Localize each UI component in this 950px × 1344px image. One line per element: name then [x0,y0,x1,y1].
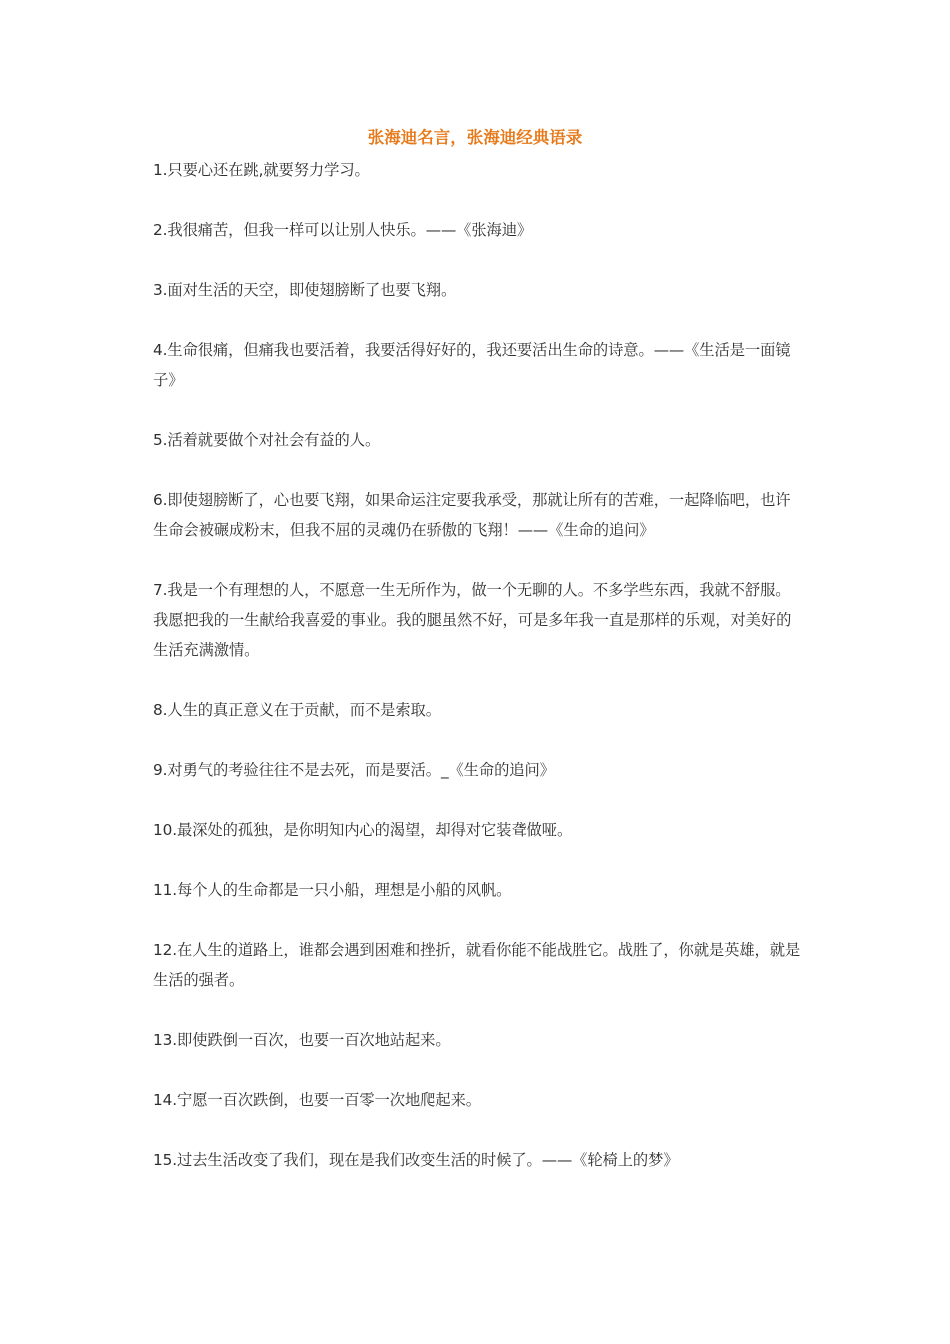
quote-item: 1.只要心还在跳,就要努力学习。 [153,161,370,179]
quote-item: 4.生命很痛，但痛我也要活着，我要活得好好的，我还要活出生命的诗意。——《生活是一面镜子》 [153,341,791,389]
quote-item: 3.面对生活的天空，即使翅膀断了也要飞翔。 [153,281,457,299]
quote-item: 15.过去生活改变了我们，现在是我们改变生活的时候了。——《轮椅上的梦》 [153,1151,679,1169]
quote-item: 5.活着就要做个对社会有益的人。 [153,431,381,449]
quote-item: 8.人生的真正意义在于贡献，而不是索取。 [153,701,441,719]
quote-item: 11.每个人的生命都是一只小船，理想是小船的风帆。 [153,881,512,899]
quote-list [153,155,801,1205]
quote-item: 10.最深处的孤独，是你明知内心的渴望，却得对它装聋做哑。 [153,821,573,839]
quote-item: 6.即使翅膀断了，心也要飞翔，如果命运注定要我承受，那就让所有的苦难，一起降临吧，也许生命会被碾成粉末，但我不屈的灵魂仍在骄傲的飞翔！——《生命的追问》 [153,491,791,539]
quote-item: 12.在人生的道路上，谁都会遇到困难和挫折，就看你能不能战胜它。战胜了，你就是英雄，就是生活的强者。 [153,941,801,989]
quote-item: 7.我是一个有理想的人，不愿意一生无所作为，做一个无聊的人。不多学些东西，我就不舒服。我愿把我的一生献给我喜爱的事业。我的腿虽然不好，可是多年我一直是那样的乐观，对美好的生活充满激情。 [153,581,792,659]
quote-item: 14.宁愿一百次跌倒，也要一百零一次地爬起来。 [153,1091,481,1109]
quote-item: 2.我很痛苦，但我一样可以让别人快乐。——《张海迪》 [153,221,533,239]
quote-item: 9.对勇气的考验往往不是去死，而是要活。_《生命的追问》 [153,761,555,779]
page-title: 张海迪名言，张海迪经典语录 [367,128,583,147]
quote-item: 13.即使跌倒一百次，也要一百次地站起来。 [153,1031,451,1049]
